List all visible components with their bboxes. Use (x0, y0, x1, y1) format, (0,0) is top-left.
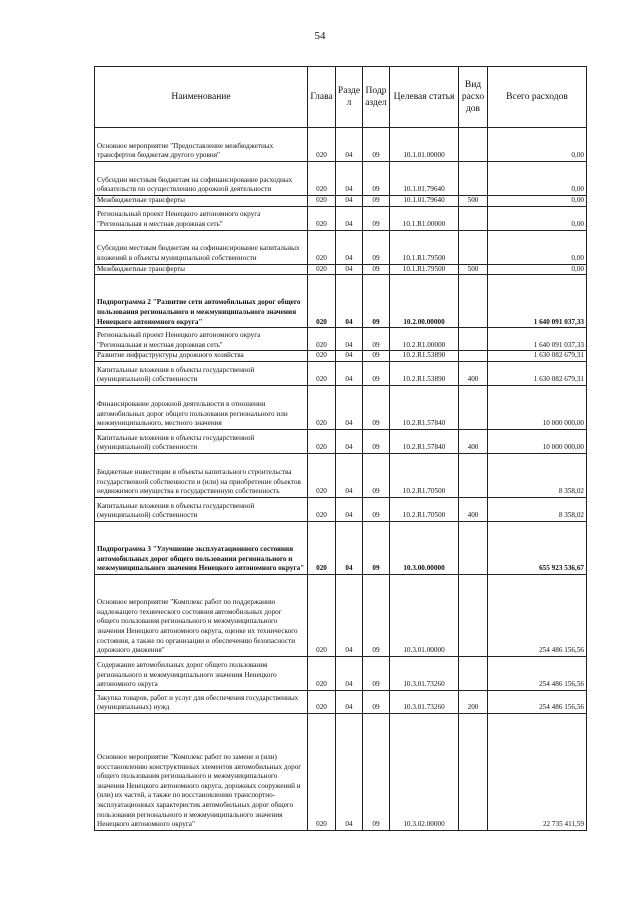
cell-razdel: 04 (336, 275, 363, 328)
cell-glava: 020 (308, 521, 336, 574)
cell-name: Межбюджетные трансферты (95, 264, 308, 275)
table-row (95, 453, 587, 497)
table-row (95, 429, 587, 453)
table-row (95, 690, 587, 713)
cell-total: 0,00 (488, 162, 587, 196)
cell-vid (459, 275, 488, 328)
cell-podrazdel: 09 (363, 453, 390, 497)
table-row (95, 230, 587, 264)
cell-podrazdel: 09 (363, 162, 390, 196)
table-row (95, 385, 587, 429)
cell-glava: 020 (308, 196, 336, 207)
cell-name: Бюджетные инвестиции в объекты капитального строительства государственной собственности и (или) на приобретение объектов недвижимого имущества в государственную собственность (95, 453, 308, 497)
cell-total: 655 923 536,67 (488, 521, 587, 574)
cell-target: 10.2.R1.53890 (390, 351, 459, 362)
table-row (95, 713, 587, 830)
cell-total: 10 000 000,00 (488, 429, 587, 453)
cell-razdel: 04 (336, 206, 363, 230)
cell-glava: 020 (308, 128, 336, 162)
table-row (95, 128, 587, 162)
cell-razdel: 04 (336, 690, 363, 713)
budget-table (94, 66, 587, 831)
cell-target: 10.1.R1.00000 (390, 206, 459, 230)
cell-total: 1 630 082 679,31 (488, 361, 587, 385)
cell-podrazdel: 09 (363, 361, 390, 385)
cell-podrazdel: 09 (363, 230, 390, 264)
cell-podrazdel: 09 (363, 275, 390, 328)
cell-podrazdel: 09 (363, 206, 390, 230)
cell-total: 0,00 (488, 196, 587, 207)
cell-razdel: 04 (336, 429, 363, 453)
cell-target: 10.2.R1.57840 (390, 429, 459, 453)
cell-glava: 020 (308, 429, 336, 453)
cell-podrazdel: 09 (363, 497, 390, 521)
cell-razdel: 04 (336, 128, 363, 162)
cell-podrazdel: 09 (363, 264, 390, 275)
cell-total: 0,00 (488, 230, 587, 264)
cell-glava: 020 (308, 453, 336, 497)
page-number: 54 (314, 30, 326, 42)
cell-podrazdel: 09 (363, 690, 390, 713)
cell-razdel: 04 (336, 574, 363, 656)
cell-total: 8 358,02 (488, 497, 587, 521)
cell-razdel: 04 (336, 453, 363, 497)
cell-podrazdel: 09 (363, 521, 390, 574)
cell-vid (459, 713, 488, 830)
header-razdel: Разде л (336, 67, 363, 128)
cell-razdel: 04 (336, 361, 363, 385)
cell-name: Субсидии местным бюджетам на софинансирование капитальных вложений в объекты муниципальной собственности (95, 230, 308, 264)
table-row (95, 574, 587, 656)
cell-target: 10.2.R1.57840 (390, 385, 459, 429)
cell-vid: 500 (459, 196, 488, 207)
cell-name: Капитальные вложения в объекты государственной (муниципальной) собственности (95, 429, 308, 453)
cell-target: 10.1.R1.79500 (390, 264, 459, 275)
cell-podrazdel: 09 (363, 656, 390, 690)
cell-podrazdel: 09 (363, 713, 390, 830)
cell-name: Финансирование дорожной деятельности в отношении автомобильных дорог общего пользования регионального или межмуниципального, местного значения (95, 385, 308, 429)
cell-target: 10.1.R1.79500 (390, 230, 459, 264)
cell-vid (459, 230, 488, 264)
cell-vid: 400 (459, 361, 488, 385)
cell-total: 8 358,02 (488, 453, 587, 497)
table-row (95, 162, 587, 196)
cell-target: 10.2.R1.53890 (390, 361, 459, 385)
cell-vid (459, 453, 488, 497)
cell-total: 1 640 091 037,33 (488, 328, 587, 351)
cell-glava: 020 (308, 713, 336, 830)
table-row (95, 656, 587, 690)
header-vid: Вид расхо дов (459, 67, 488, 128)
cell-glava: 020 (308, 206, 336, 230)
cell-total: 0,00 (488, 206, 587, 230)
table-row (95, 328, 587, 351)
cell-name: Содержание автомобильных дорог общего пользования регионального и межмуниципального значения Ненецкого автономного округа (95, 656, 308, 690)
cell-vid: 500 (459, 264, 488, 275)
cell-podrazdel: 09 (363, 351, 390, 362)
cell-total: 10 000 000,00 (488, 385, 587, 429)
cell-name: Капитальные вложения в объекты государственной (муниципальной) собственности (95, 497, 308, 521)
cell-name: Подпрограмма 2 "Развитие сети автомобильных дорог общего пользования регионального и межмуниципального значения Ненецкого автономного округа" (95, 275, 308, 328)
cell-glava: 020 (308, 351, 336, 362)
cell-podrazdel: 09 (363, 574, 390, 656)
cell-glava: 020 (308, 328, 336, 351)
table-row (95, 275, 587, 328)
cell-name: Основное мероприятие "Предоставление межбюджетных трансфертов бюджетам другого уровня" (95, 128, 308, 162)
table-body (95, 128, 587, 831)
cell-glava: 020 (308, 275, 336, 328)
cell-name: Основное мероприятие "Комплекс работ по поддержанию надлежащего технического состояния автомобильных дорог общего пользования регионального и межмуниципального значения Ненецкого автономного округа, оценке их технического состояния, а также по организации и обеспечению безопасности дорожного движения" (95, 574, 308, 656)
cell-vid (459, 128, 488, 162)
header-glava: Глава (308, 67, 336, 128)
cell-total: 254 486 156,56 (488, 574, 587, 656)
cell-podrazdel: 09 (363, 128, 390, 162)
cell-glava: 020 (308, 162, 336, 196)
cell-vid (459, 521, 488, 574)
header-podrazdel: Подр аздел (363, 67, 390, 128)
cell-vid (459, 656, 488, 690)
cell-glava: 020 (308, 497, 336, 521)
cell-total: 254 486 156,56 (488, 690, 587, 713)
cell-razdel: 04 (336, 497, 363, 521)
cell-podrazdel: 09 (363, 429, 390, 453)
header-target: Целевая статья (390, 67, 459, 128)
cell-total: 0,00 (488, 128, 587, 162)
table-row (95, 264, 587, 275)
cell-vid (459, 328, 488, 351)
cell-vid (459, 385, 488, 429)
table-row (95, 521, 587, 574)
table-header-row (95, 67, 587, 128)
cell-razdel: 04 (336, 264, 363, 275)
cell-target: 10.3.01.00000 (390, 574, 459, 656)
cell-target: 10.2.R1.70500 (390, 497, 459, 521)
cell-total: 22 735 411,59 (488, 713, 587, 830)
cell-target: 10.1.01.00000 (390, 128, 459, 162)
cell-total: 1 640 091 037,33 (488, 275, 587, 328)
cell-glava: 020 (308, 264, 336, 275)
cell-name: Подпрограмма 3 "Улучшение эксплуатационного состояния автомобильных дорог общего пользования регионального и межмуниципального значения Ненецкого автономного округа" (95, 521, 308, 574)
cell-glava: 020 (308, 656, 336, 690)
cell-razdel: 04 (336, 385, 363, 429)
cell-razdel: 04 (336, 230, 363, 264)
table-row (95, 206, 587, 230)
table-row (95, 351, 587, 362)
cell-name: Региональный проект Ненецкого автономного округа "Региональная и местная дорожная сеть" (95, 328, 308, 351)
cell-target: 10.2.R1.00000 (390, 328, 459, 351)
table-row (95, 361, 587, 385)
cell-glava: 020 (308, 574, 336, 656)
cell-name: Капитальные вложения в объекты государственной (муниципальной) собственности (95, 361, 308, 385)
cell-vid: 200 (459, 690, 488, 713)
table-row (95, 497, 587, 521)
cell-target: 10.2.R1.70500 (390, 453, 459, 497)
cell-name: Основное мероприятие "Комплекс работ по замене и (или) восстановлению конструктивных элементов автомобильных дорог общего пользования регионального и межмуниципального значения Ненецкого автономного округа, дорожных сооружений и (или) их частей, а также по восстановлению транспортно-эксплуатационных характеристик автомобильных дорог общего пользования регионального и межмуниципального значения Ненецкого автономного округа" (95, 713, 308, 830)
cell-glava: 020 (308, 690, 336, 713)
cell-target: 10.1.01.79640 (390, 196, 459, 207)
cell-name: Развитие инфраструктуры дорожного хозяйства (95, 351, 308, 362)
cell-vid (459, 162, 488, 196)
cell-target: 10.2.00.00000 (390, 275, 459, 328)
header-total: Всего расходов (488, 67, 587, 128)
cell-vid: 400 (459, 429, 488, 453)
table-row (95, 196, 587, 207)
cell-name: Региональный проект Ненецкого автономного округа "Региональная и местная дорожная сеть" (95, 206, 308, 230)
cell-name: Межбюджетные трансферты (95, 196, 308, 207)
cell-glava: 020 (308, 385, 336, 429)
cell-target: 10.3.00.00000 (390, 521, 459, 574)
cell-vid: 400 (459, 497, 488, 521)
cell-glava: 020 (308, 361, 336, 385)
cell-podrazdel: 09 (363, 196, 390, 207)
cell-total: 0,00 (488, 264, 587, 275)
cell-razdel: 04 (336, 713, 363, 830)
cell-podrazdel: 09 (363, 328, 390, 351)
cell-razdel: 04 (336, 196, 363, 207)
cell-target: 10.3.02.00000 (390, 713, 459, 830)
cell-name: Субсидии местным бюджетам на софинансирование расходных обязательств по осуществлению дорожной деятельности (95, 162, 308, 196)
header-name: Наименование (95, 67, 308, 128)
cell-total: 1 630 082 679,31 (488, 351, 587, 362)
cell-target: 10.3.01.73260 (390, 690, 459, 713)
cell-vid (459, 574, 488, 656)
cell-razdel: 04 (336, 351, 363, 362)
cell-razdel: 04 (336, 162, 363, 196)
cell-glava: 020 (308, 230, 336, 264)
cell-razdel: 04 (336, 328, 363, 351)
cell-vid (459, 206, 488, 230)
cell-target: 10.1.01.79640 (390, 162, 459, 196)
cell-razdel: 04 (336, 521, 363, 574)
cell-target: 10.3.01.73260 (390, 656, 459, 690)
cell-podrazdel: 09 (363, 385, 390, 429)
cell-name: Закупка товаров, работ и услуг для обеспечения государственных (муниципальных) нужд (95, 690, 308, 713)
cell-razdel: 04 (336, 656, 363, 690)
cell-total: 254 486 156,56 (488, 656, 587, 690)
cell-vid (459, 351, 488, 362)
